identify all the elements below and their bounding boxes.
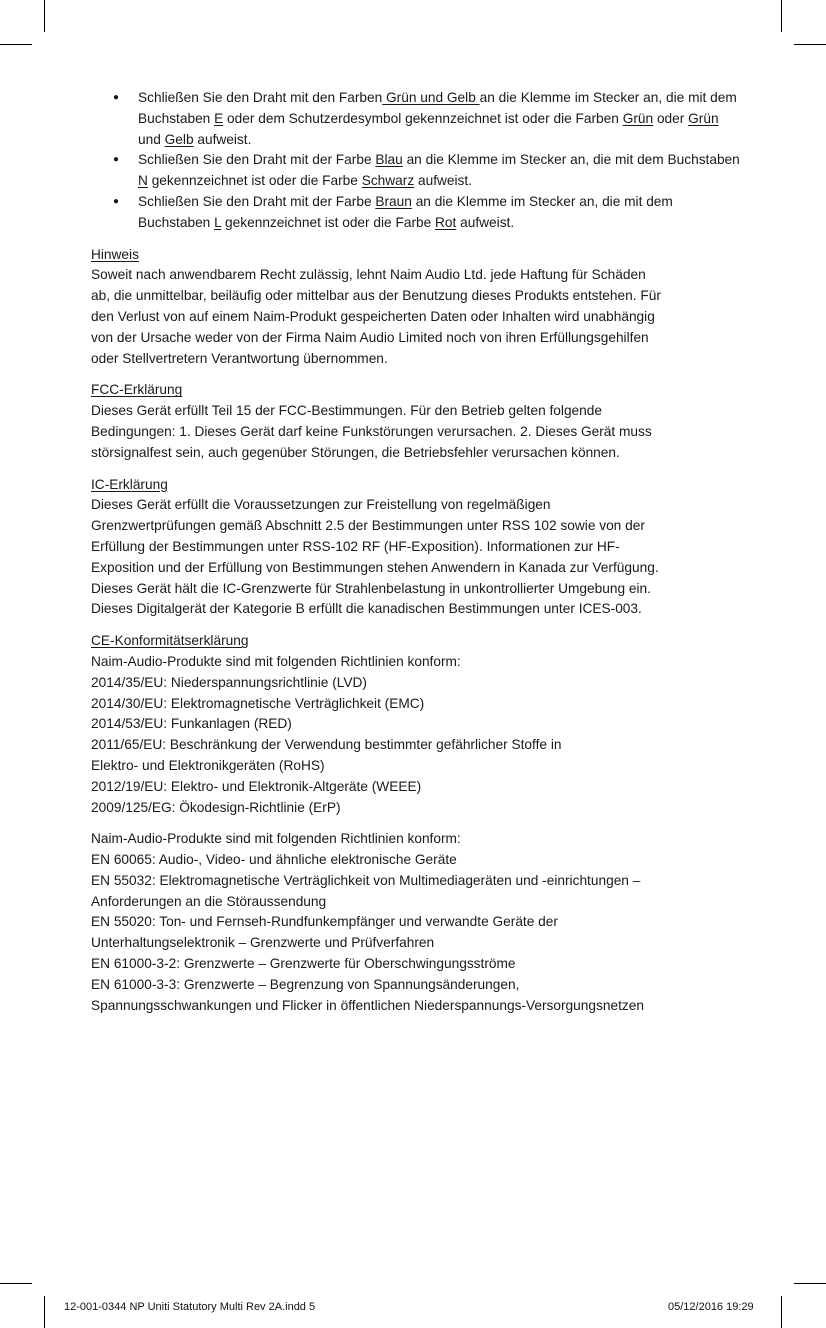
section-line: 2014/53/EU: Funkanlagen (RED) — [91, 716, 292, 732]
instruction-text: und — [138, 131, 165, 147]
section-line: Exposition und der Erfüllung von Bestimmungen stehen Anwendern in Kanada zur Verfügung. — [91, 559, 659, 575]
highlighted-term: Grün und Gelb — [382, 90, 480, 105]
section-line: Naim-Audio-Produkte sind mit folgenden Richtlinien konform: — [91, 653, 461, 669]
wiring-instructions-list — [91, 88, 741, 234]
crop-mark — [44, 0, 45, 32]
wiring-instruction-item — [91, 192, 741, 234]
section-line: Naim-Audio-Produkte sind mit folgenden Richtlinien konform: — [91, 831, 461, 847]
statutory-sections — [91, 245, 741, 1017]
crop-mark — [0, 1283, 32, 1284]
section-line: 2009/125/EG: Ökodesign-Richtlinie (ErP) — [91, 799, 341, 815]
section-block — [91, 631, 741, 818]
section-line: 2014/35/EU: Niederspannungsrichtlinie (LVD) — [91, 674, 367, 690]
document-page — [91, 88, 741, 1027]
section-line: EN 60065: Audio-, Video- und ähnliche elektronische Geräte — [91, 852, 457, 868]
section-block — [91, 475, 741, 621]
section-line: EN 61000-3-3: Grenzwerte – Begrenzung von Spannungsänderungen, — [91, 976, 520, 992]
section-line: EN 55020: Ton- und Fernseh-Rundfunkempfänger und verwandte Geräte der — [91, 914, 558, 930]
crop-mark — [794, 1283, 826, 1284]
section-line: Anforderungen an die Störaussendung — [91, 893, 327, 909]
highlighted-term: L — [214, 214, 222, 230]
highlighted-term: Blau — [375, 152, 403, 168]
section-line: von der Ursache weder von der Firma Naim Audio Limited noch von ihren Erfüllungsgehilfen — [91, 329, 649, 345]
instruction-text: aufweist. — [193, 131, 252, 147]
section-line: Soweit nach anwendbarem Recht zulässig, lehnt Naim Audio Ltd. jede Haftung für Schäden — [91, 267, 646, 283]
crop-mark — [781, 1296, 782, 1328]
highlighted-term: Grün — [688, 110, 719, 126]
instruction-text: an die Klemme im Stecker an, die mit dem Buchstaben — [138, 193, 673, 230]
section-line: Dieses Gerät erfüllt die Voraussetzungen zur Freistellung von regelmäßigen — [91, 497, 551, 513]
instruction-text: oder — [653, 110, 689, 126]
highlighted-term: Schwarz — [361, 173, 415, 189]
section-line: den Verlust von auf einem Naim-Produkt gespeicherten Daten oder Inhalten wird unabhängig — [91, 308, 655, 324]
section-line: oder Stellvertretern Verantwortung übernommen. — [91, 350, 388, 366]
section-heading: CE-Konformitätserklärung — [91, 633, 249, 649]
footer-filename: 12-001-0344 NP Uniti Statutory Multi Rev 2A.indd 5 — [64, 1301, 316, 1313]
section-line: Bedingungen: 1. Dieses Gerät darf keine Funkstörungen verursachen. 2. Dieses Gerät muss — [91, 423, 652, 439]
highlighted-term: Braun — [375, 193, 412, 209]
section-block — [91, 245, 741, 370]
section-line: Dieses Gerät hält die IC-Grenzwerte für Strahlenbelastung in unkontrollierter Umgebung ein. — [91, 580, 651, 596]
section-line: EN 61000-3-2: Grenzwerte – Grenzwerte für Oberschwingungsströme — [91, 956, 516, 972]
section-heading: FCC-Erklärung — [91, 382, 183, 398]
section-line: Dieses Gerät erfüllt Teil 15 der FCC-Bestimmungen. Für den Betrieb gelten folgende — [91, 403, 603, 419]
instruction-text: aufweist. — [456, 214, 515, 230]
instruction-text: Schließen Sie den Draht mit der Farbe — [138, 152, 376, 168]
crop-mark — [44, 1296, 45, 1328]
instruction-text: gekennzeichnet ist oder die Farbe — [147, 173, 362, 189]
section-block — [91, 829, 741, 1016]
instruction-text: oder dem Schutzerdesymbol gekennzeichnet ist oder die Farben — [223, 110, 623, 126]
highlighted-term: Grün — [622, 110, 654, 126]
instruction-text: Schließen Sie den Draht mit den Farben — [138, 90, 383, 105]
section-line: EN 55032: Elektromagnetische Verträglichkeit von Multimediageräten und -einrichtungen – — [91, 872, 641, 888]
section-line: 2014/30/EU: Elektromagnetische Verträglichkeit (EMC) — [91, 695, 425, 711]
highlighted-term: Gelb — [164, 131, 194, 147]
section-line: 2011/65/EU: Beschränkung der Verwendung bestimmter gefährlicher Stoffe in — [91, 737, 562, 753]
crop-mark — [0, 44, 32, 45]
section-line: Erfüllung der Bestimmungen unter RSS-102 RF (HF-Exposition). Informationen zur HF- — [91, 538, 620, 554]
wiring-instruction-item — [91, 88, 741, 150]
section-heading: Hinweis — [91, 246, 139, 262]
footer-timestamp: 05/12/2016 19:29 — [668, 1301, 754, 1313]
wiring-instruction-item — [91, 150, 741, 192]
highlighted-term: Rot — [435, 214, 457, 230]
section-line: ab, die unmittelbar, beiläufig oder mittelbar aus der Benutzung dieses Produkts entstehen. Für — [91, 288, 661, 304]
section-line: 2012/19/EU: Elektro- und Elektronik-Altgeräte (WEEE) — [91, 778, 422, 794]
instruction-text: an die Klemme im Stecker an, die mit dem Buchstaben — [138, 90, 737, 126]
section-line: störsignalfest sein, auch gegenüber Störungen, die Betriebsfehler verursachen können. — [91, 444, 620, 460]
instruction-text: Schließen Sie den Draht mit der Farbe — [138, 193, 376, 209]
instruction-text: an die Klemme im Stecker an, die mit dem Buchstaben — [402, 152, 740, 168]
instruction-text: aufweist. — [414, 173, 473, 189]
crop-mark — [781, 0, 782, 32]
section-line: Dieses Digitalgerät der Kategorie B erfüllt die kanadischen Bestimmungen unter ICES-003. — [91, 601, 642, 617]
section-heading: IC-Erklärung — [91, 476, 168, 492]
highlighted-term: N — [138, 173, 148, 189]
section-line: Spannungsschwankungen und Flicker in öffentlichen Niederspannungs-Versorgungsnetzen — [91, 997, 644, 1013]
section-line: Grenzwertprüfungen gemäß Abschnitt 2.5 der Bestimmungen unter RSS 102 sowie von der — [91, 518, 645, 534]
instruction-text: gekennzeichnet ist oder die Farbe — [221, 214, 436, 230]
section-block — [91, 380, 741, 463]
section-line: Unterhaltungselektronik – Grenzwerte und Prüfverfahren — [91, 935, 435, 951]
highlighted-term: E — [214, 110, 224, 126]
crop-mark — [794, 44, 826, 45]
section-line: Elektro- und Elektronikgeräten (RoHS) — [91, 757, 325, 773]
